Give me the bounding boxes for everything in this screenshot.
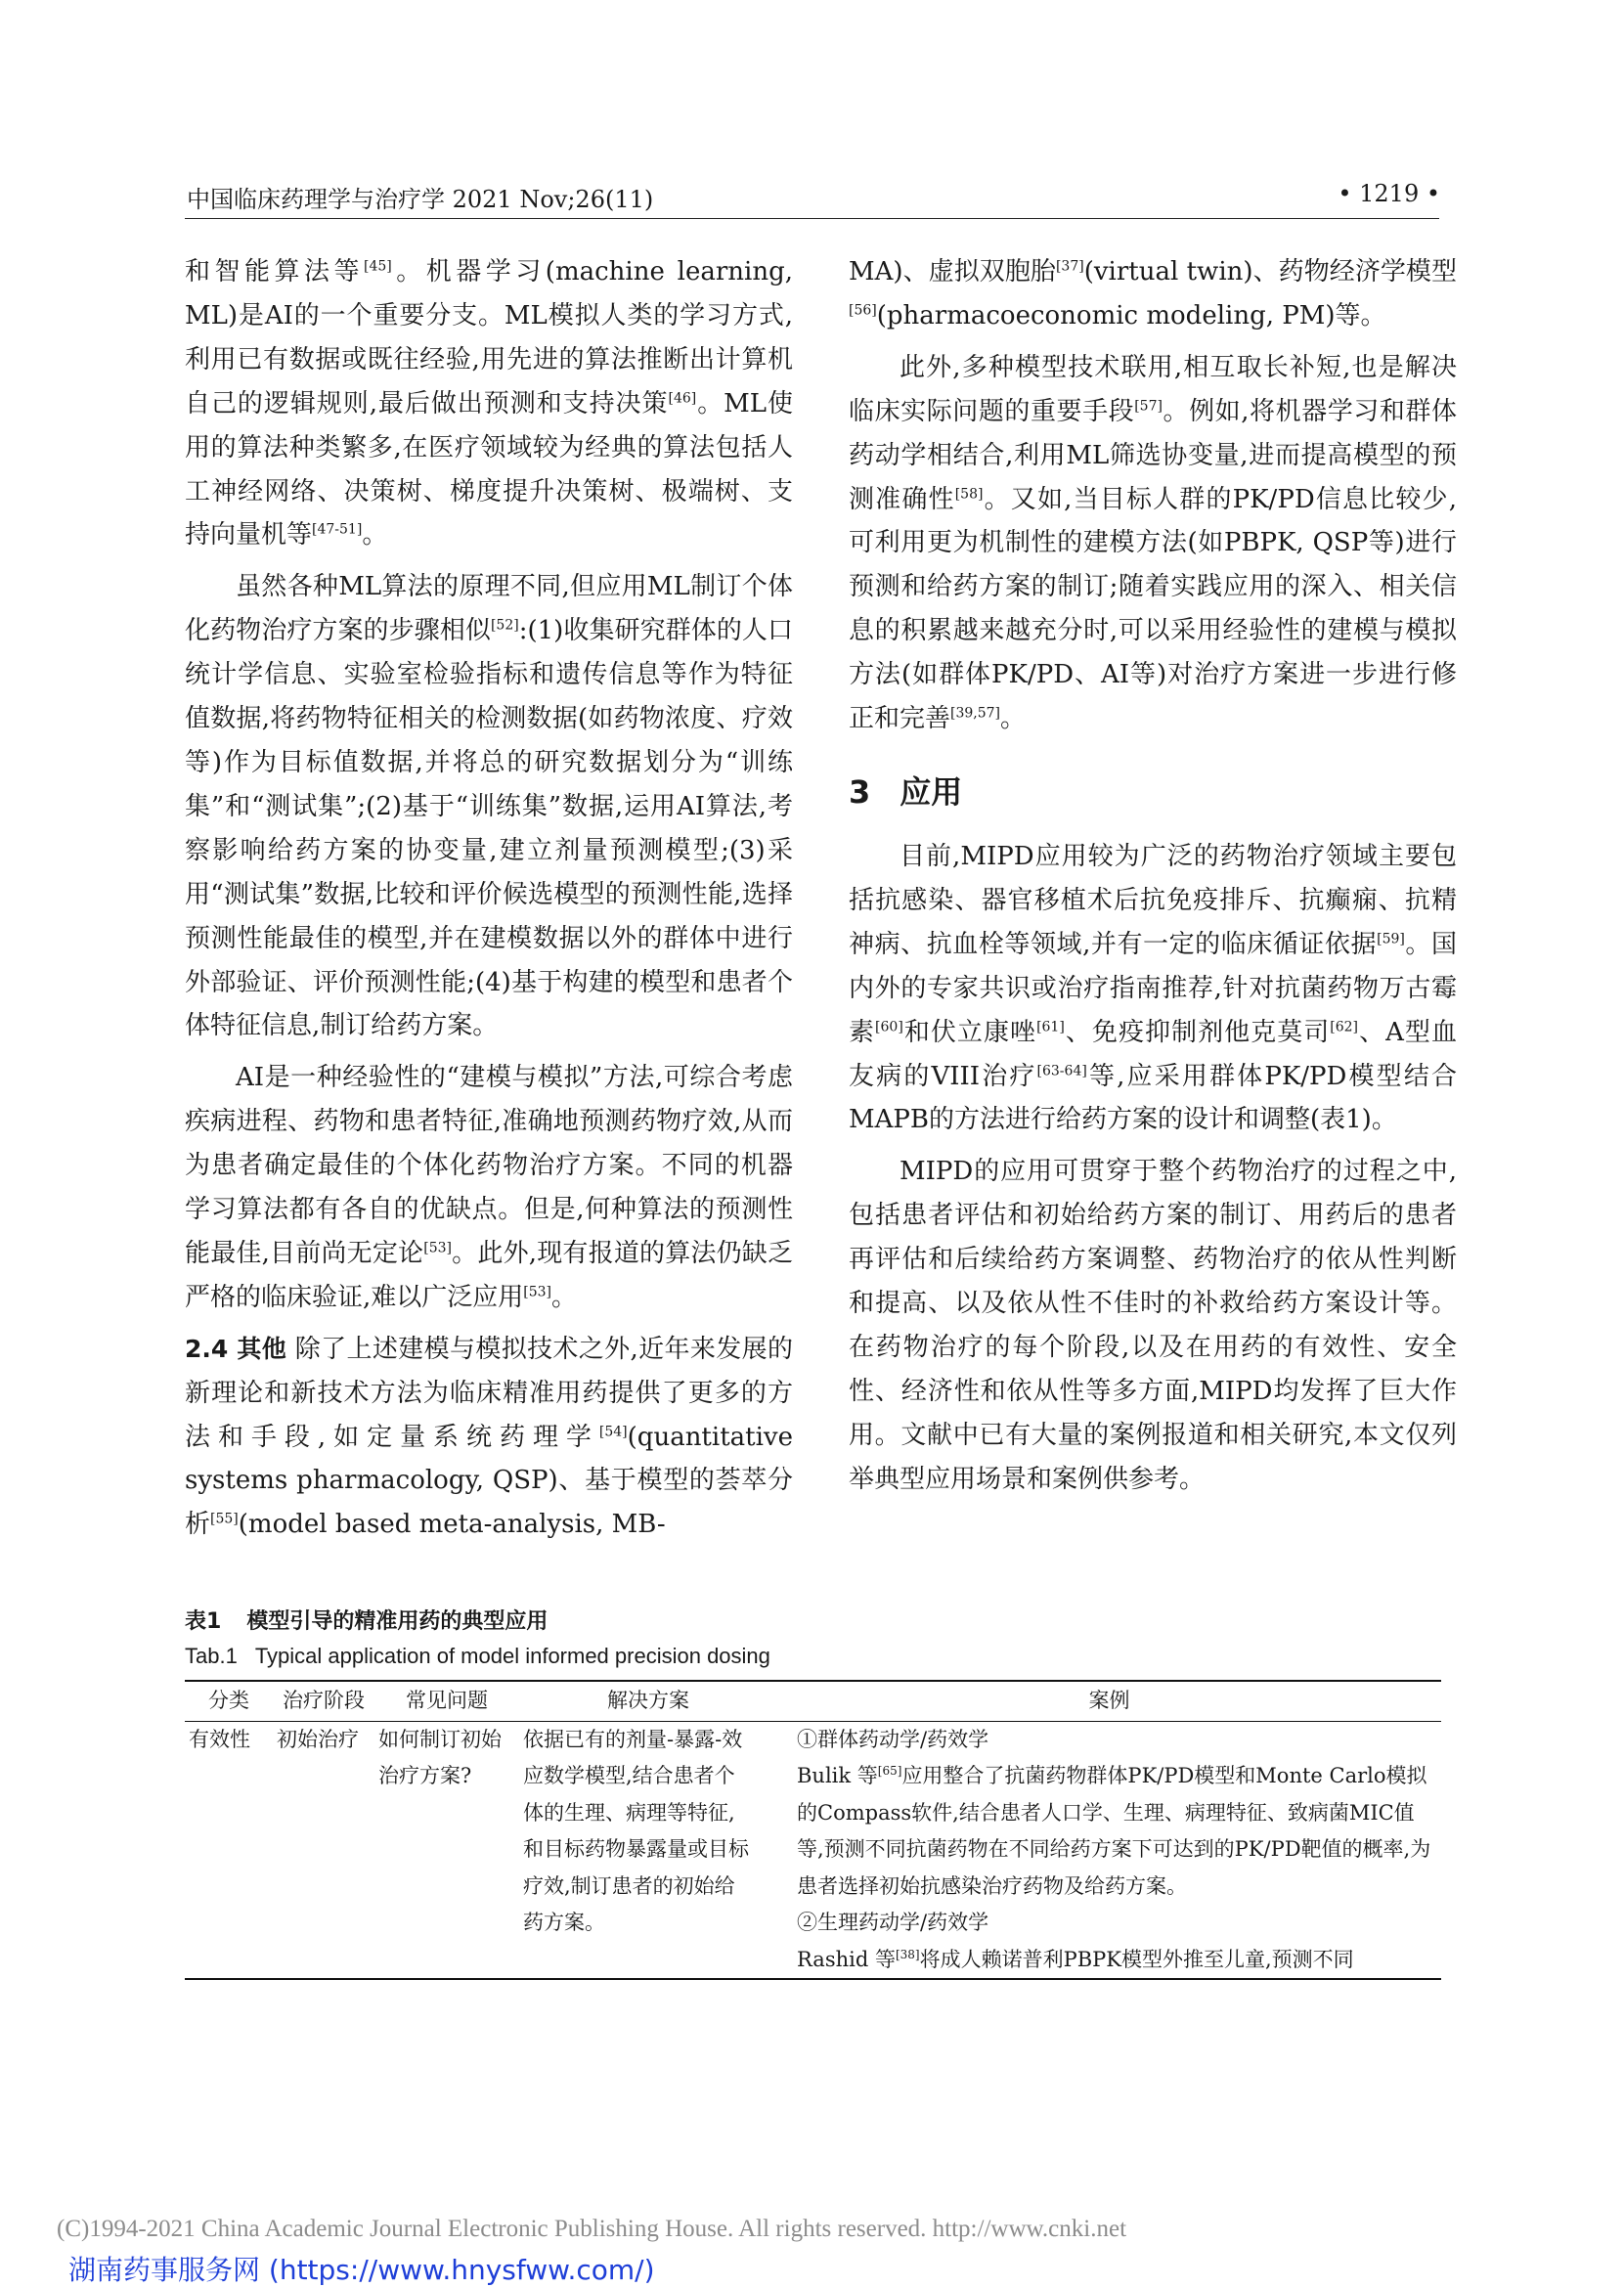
copyright-footer: (C)1994-2021 China Academic Journal Electronic Publishing House. All rights reserved. http://www.cnki.net bbox=[57, 2216, 1127, 2242]
paragraph: MA)、虚拟双胞胎[37](virtual twin)、药物经济学模型[56](pharmacoeconomic modeling, PM)等。 bbox=[849, 257, 1457, 330]
running-header-journal: 中国临床药理学与治疗学 2021 Nov;26(11) bbox=[187, 186, 654, 213]
section-heading bbox=[849, 770, 1457, 814]
section-title: 应用 bbox=[900, 772, 963, 811]
col-header-solution: 解决方案 bbox=[519, 1681, 777, 1721]
paragraph: 目前,MIPD应用较为广泛的药物治疗领域主要包括抗感染、器官移植术后抗免疫排斥、抗癫痫、抗精神病、抗血栓等领域,并有一定的临床循证依据[59]。国内外的专家共识或治疗指南推荐,针对抗菌药物万古霉素[60]和伏立康唑[61]、免疫抑制剂他克莫司[62]、A型血友病的VIII治疗[63-64]等,应采用群体PK/PD模型结合MAPB的方法进行给药方案的设计和调整(表1)。 bbox=[849, 841, 1457, 1135]
col-header-case: 案例 bbox=[777, 1681, 1441, 1721]
paragraph: 此外,多种模型技术联用,相互取长补短,也是解决临床实际问题的重要手段[57]。例如,将机器学习和群体药动学相结合,利用ML筛选协变量,进而提高模型的预测准确性[58]。又如,当目标人群的PK/PD信息比较少,可利用更为机制性的建模方法(如PBPK, QSP等)进行预测和给药方案的制订;随着实践应用的深入、相关信息的积累越来越充分时,可以采用经验性的建模与模拟方法(如群体PK/PD、AI等)对治疗方案进一步进行修正和完善[39,57]。 bbox=[849, 352, 1457, 734]
citation[interactable]: [39,57] bbox=[950, 705, 1001, 722]
citation[interactable]: [57] bbox=[1134, 398, 1163, 415]
citation[interactable]: [58] bbox=[954, 485, 984, 502]
paragraph: 虽然各种ML算法的原理不同,但应用ML制订个体化药物治疗方案的步骤相似[52]:(1)收集研究群体的人口统计学信息、实验室检验指标和遗传信息等作为特征值数据,将药物特征相关的检测数据(如药物浓度、疗效等)作为目标值数据,并将总的研究数据划分为“训练集”和“测试集”;(2)基于“训练集”数据,运用AI算法,考察影响给药方案的协变量,建立剂量预测模型;(3)采用“测试集”数据,比较和评价候选模型的预测性能,选择预测性能最佳的模型,并在建模数据以外的群体中进行外部验证、评价预测性能;(4)基于构建的模型和患者个体特征信息,制订给药方案。 bbox=[185, 572, 793, 1041]
case-2-title: ②生理药动学/药效学 bbox=[797, 1911, 989, 1934]
citation[interactable]: [62] bbox=[1330, 1018, 1359, 1034]
citation[interactable]: [55] bbox=[210, 1511, 239, 1527]
citation[interactable]: [63-64] bbox=[1036, 1062, 1087, 1078]
col-header-category: 分类 bbox=[185, 1681, 273, 1721]
paragraph: 和智能算法等[45]。机器学习(machine learning, ML)是AI的一个重要分支。ML模拟人类的学习方式,利用已有数据或既往经验,用先进的算法推断出计算机自己的逻辑规则,最后做出预测和支持决策[46]。ML使用的算法种类繁多,在医疗领域较为经典的算法包括人工神经网络、决策树、梯度提升决策树、极端树、支持向量机等[47-51]。 bbox=[185, 257, 793, 550]
table-1 bbox=[185, 1680, 1441, 1980]
left-column bbox=[185, 250, 793, 1555]
citation[interactable]: [60] bbox=[875, 1018, 903, 1034]
paragraph: 2.4 其他 除了上述建模与模拟技术之外,近年来发展的新理论和新技术方法为临床精准用药提供了更多的方法和手段,如定量系统药理学[54](quantitative systems pharmacology, QSP)、基于模型的荟萃分析[55](model based meta-analysis, MB- bbox=[185, 1334, 794, 1540]
citation[interactable]: [38] bbox=[895, 1947, 920, 1961]
citation[interactable]: [59] bbox=[1377, 931, 1405, 947]
cell-stage: 初始治疗 bbox=[273, 1721, 374, 1979]
citation[interactable]: [54] bbox=[598, 1423, 628, 1439]
website-footer-link[interactable]: 湖南药事服务网 (https://www.hnysfww.com/) bbox=[68, 2254, 655, 2286]
page-number: • 1219 • bbox=[1338, 180, 1440, 207]
section-number: 3 bbox=[849, 772, 871, 811]
citation[interactable]: [65] bbox=[877, 1764, 902, 1778]
citation[interactable]: [37] bbox=[1055, 258, 1084, 275]
cell-solution: 依据已有的剂量-暴露-效应数学模型,结合患者个体的生理、病理等特征,和目标药物暴露量或目标疗效,制订患者的初始给药方案。 bbox=[519, 1721, 777, 1979]
citation[interactable]: [47-51] bbox=[312, 521, 363, 538]
header-rule bbox=[185, 218, 1439, 219]
paragraph: AI是一种经验性的“建模与模拟”方法,可综合考虑疾病进程、药物和患者特征,准确地预测药物疗效,从而为患者确定最佳的个体化药物治疗方案。不同的机器学习算法都有各自的优缺点。但是,何种算法的预测性能最佳,目前尚无定论[53]。此外,现有报道的算法仍缺乏严格的临床验证,难以广泛应用[53]。 bbox=[185, 1063, 794, 1312]
col-header-stage: 治疗阶段 bbox=[273, 1681, 374, 1721]
citation[interactable]: [46] bbox=[668, 390, 697, 407]
table-row bbox=[185, 1721, 1441, 1979]
citation[interactable]: [61] bbox=[1036, 1018, 1065, 1034]
case-1-text: Bulik 等[65]应用整合了抗菌药物群体PK/PD模型和Monte Carlo模拟的Compass软件,结合患者人口学、生理、病理特征、致病菌MIC值等,预测不同抗菌药物在不同给药方案下可达到的PK/PD靶值的概率,为患者选择初始抗感染治疗药物及给药方案。 bbox=[797, 1764, 1431, 1898]
cell-question: 如何制订初始治疗方案? bbox=[374, 1721, 519, 1979]
citation[interactable]: [53] bbox=[523, 1284, 552, 1300]
citation[interactable]: [52] bbox=[490, 617, 519, 634]
cell-case bbox=[777, 1721, 1441, 1979]
right-column bbox=[849, 250, 1457, 1510]
citation[interactable]: [53] bbox=[423, 1240, 452, 1256]
citation[interactable]: [56] bbox=[849, 302, 877, 319]
paragraph: MIPD的应用可贯穿于整个药物治疗的过程之中,包括患者评估和初始给药方案的制订、用药后的患者再评估和后续给药方案调整、药物治疗的依从性判断和提高、以及依从性不佳时的补救给药方案设计等。在药物治疗的每个阶段,以及在用药的有效性、安全性、经济性和依从性等多方面,MIPD均发挥了巨大作用。文献中已有大量的案例报道和相关研究,本文仅列举典型应用场景和案例供参考。 bbox=[849, 1157, 1457, 1494]
subsection-heading: 2.4 其他 bbox=[185, 1334, 287, 1363]
table-header-row bbox=[185, 1681, 1441, 1721]
table-title-cn: 表1 模型引导的精准用药的典型应用 bbox=[185, 1609, 549, 1634]
case-1-title: ①群体药动学/药效学 bbox=[797, 1727, 989, 1751]
col-header-question: 常见问题 bbox=[374, 1681, 519, 1721]
cell-category: 有效性 bbox=[185, 1721, 273, 1979]
case-2-text: Rashid 等[38]将成人赖诺普利PBPK模型外推至儿童,预测不同 bbox=[797, 1947, 1354, 1971]
table-title-en: Tab.1 Typical application of model informed precision dosing bbox=[185, 1644, 770, 1668]
citation[interactable]: [45] bbox=[364, 258, 392, 275]
